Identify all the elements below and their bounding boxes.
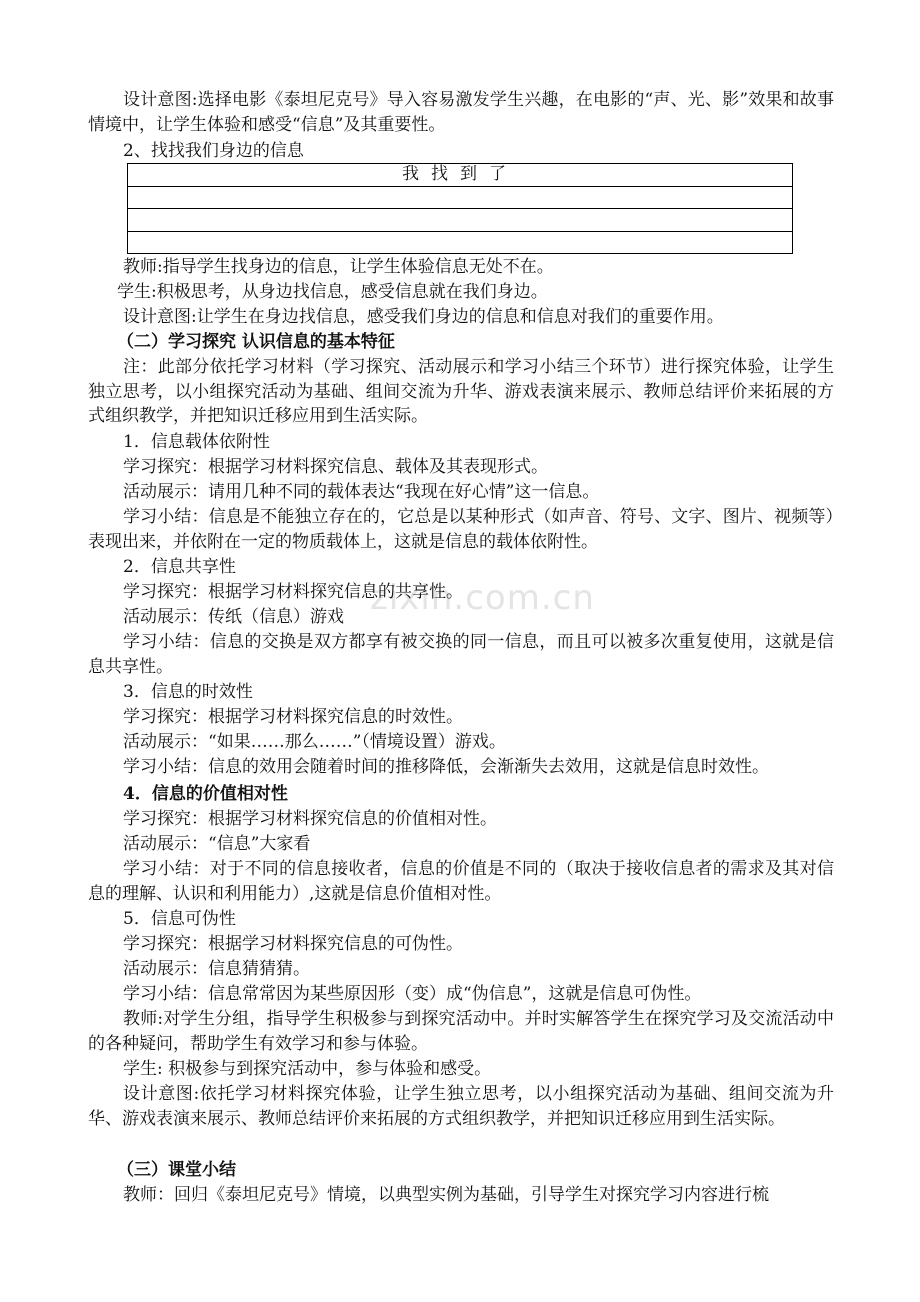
- design-intent-paragraph-2: 设计意图:让学生在身边找信息，感受我们身边的信息和信息对我们的重要作用。: [123, 307, 724, 327]
- study-paragraph-2: 学习探究：根据学习材料探究信息的共享性。: [123, 582, 463, 602]
- note-paragraph: 注：此部分依托学习材料（学习探究、活动展示和学习小结三个环节）进行探究体验，让学生独立思考，以小组探究活动为基础、组间交流为升华、游戏表演来展示、教师总结评价来拓展的方式组织教学，并把知识迁移应用到生活实际。: [88, 357, 834, 426]
- student-paragraph-2: 学生: 积极参与到探究活动中，参与体验和感受。: [123, 1059, 492, 1079]
- section-heading-find-info: 2、找找我们身边的信息: [123, 141, 304, 161]
- activity-paragraph-1: 活动展示：请用几种不同的载体表达“我现在好心情”这一信息。: [123, 482, 600, 502]
- summary-paragraph-1: 学习小结：信息是不能独立存在的，它总是以某种形式（如声音、符号、文字、图片、视频等）表现出来，并依附在一定的物质载体上，这就是信息的载体依附性。: [88, 507, 834, 552]
- teacher-paragraph-3: 教师：回归《泰坦尼克号》情境，以典型实例为基础，引导学生对探究学习内容进行梳: [123, 1185, 769, 1205]
- summary-paragraph-3: 学习小结：信息的效用会随着时间的推移降低，会渐渐失去效用，这就是信息时效性。: [123, 757, 769, 777]
- teacher-paragraph-2: 教师:对学生分组，指导学生积极参与到探究活动中。并时实解答学生在探究学习及交流活动中的各种疑问，帮助学生有效学习和参与体验。: [88, 1009, 834, 1054]
- summary-paragraph-4: 学习小结：对于不同的信息接收者，信息的价值是不同的（取决于接收信息者的需求及其对信息的理解、认识和利用能力）,这就是信息价值相对性。: [88, 859, 834, 904]
- student-paragraph-1: 学生:积极思考，从身边找信息，感受信息就在我们身边。: [117, 282, 548, 302]
- subheading-3: 3．信息的时效性: [123, 682, 253, 702]
- found-info-table: [127, 163, 793, 254]
- activity-paragraph-4: 活动展示：“信息”大家看: [123, 834, 311, 854]
- study-paragraph-3: 学习探究：根据学习材料探究信息的时效性。: [123, 707, 463, 727]
- subheading-5: 5．信息可伪性: [123, 909, 236, 929]
- activity-paragraph-3: 活动展示：“如果……那么……”（情境设置）游戏。: [123, 732, 506, 752]
- teacher-paragraph-1: 教师:指导学生找身边的信息，让学生体验信息无处不在。: [123, 257, 554, 277]
- subheading-1: 1．信息载体依附性: [123, 432, 270, 452]
- study-paragraph-5: 学习探究：根据学习材料探究信息的可伪性。: [123, 934, 463, 954]
- subheading-4: 4．信息的价值相对性: [123, 784, 288, 804]
- section-heading-2: （二）学习探究 认识信息的基本特征: [117, 332, 395, 352]
- section-heading-3: （三）课堂小结: [117, 1160, 236, 1180]
- activity-paragraph-2: 活动展示：传纸（信息）游戏: [123, 607, 344, 627]
- table-empty-row: [128, 209, 793, 232]
- design-intent-paragraph-3: 设计意图:依托学习材料探究体验，让学生独立思考，以小组探究活动为基础、组间交流为升华、游戏表演来展示、教师总结评价来拓展的方式组织教学，并把知识迁移应用到生活实际。: [88, 1084, 834, 1129]
- subheading-2: 2．信息共享性: [123, 557, 236, 577]
- study-paragraph-1: 学习探究：根据学习材料探究信息、载体及其表现形式。: [123, 457, 548, 477]
- table-empty-row: [128, 231, 793, 254]
- activity-paragraph-5: 活动展示：信息猜猜猜。: [123, 959, 310, 979]
- design-intent-paragraph-1: 设计意图:选择电影《泰坦尼克号》导入容易激发学生兴趣，在电影的“声、光、影”效果和故事情境中，让学生体验和感受“信息”及其重要性。: [88, 90, 834, 135]
- summary-paragraph-5: 学习小结：信息常常因为某些原因形（变）成“伪信息”，这就是信息可伪性。: [123, 984, 702, 1004]
- table-empty-row: [128, 186, 793, 209]
- table-header-cell: 我找到了: [128, 164, 793, 187]
- summary-paragraph-2: 学习小结：信息的交换是双方都享有被交换的同一信息，而且可以被多次重复使用，这就是信息共享性。: [88, 632, 834, 677]
- study-paragraph-4: 学习探究：根据学习材料探究信息的价值相对性。: [123, 809, 497, 829]
- watermark-text: zixin.com.cn: [370, 578, 595, 618]
